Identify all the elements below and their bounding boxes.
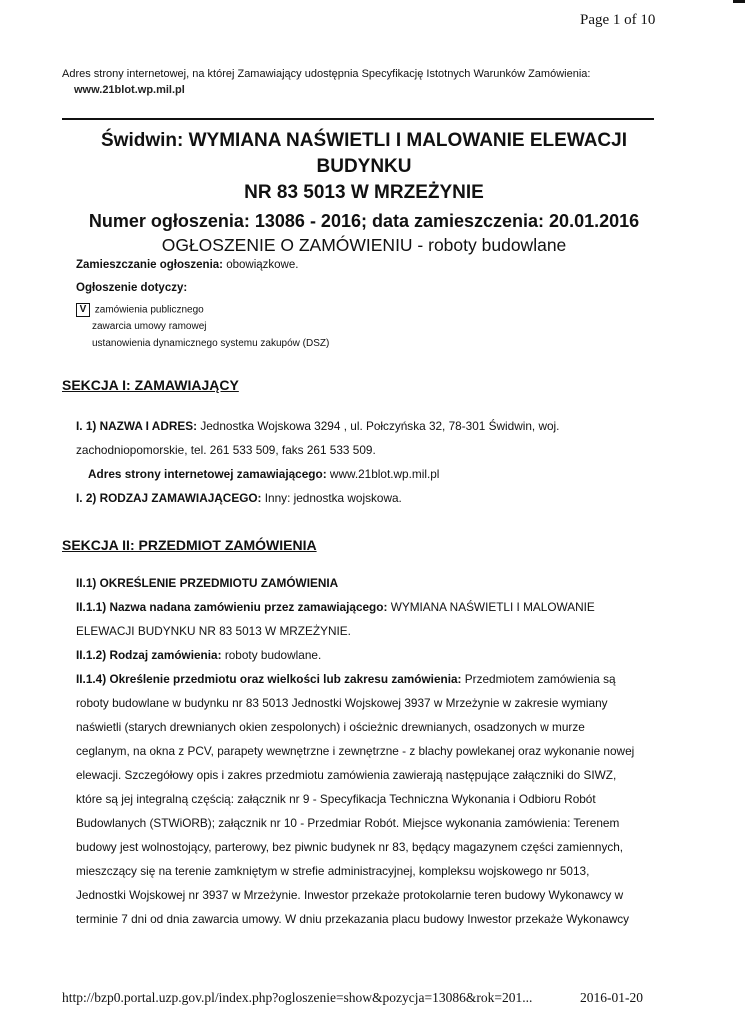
notice-title-block (62, 128, 666, 256)
ii14-line-8: mieszczący się na terenie zamkniętym w strefie administracyjnej, kompleksu wojskowego nr 5013, (76, 864, 590, 878)
siwz-url-note (62, 66, 590, 98)
i2-label: I. 2) RODZAJ ZAMAWIAJĄCEGO: (76, 491, 262, 505)
www-row (88, 462, 676, 486)
option-public-contract[interactable] (76, 303, 204, 317)
ii11-label: II.1.1) Nazwa nadana zamówieniu przez zamawiającego: (76, 600, 388, 614)
ii14-line-4: elewacji. Szczegółowy opis i zakres przedmiotu zamówienia zawierają następujące załączniki do SIWZ, (76, 768, 617, 782)
page-indicator: Page 1 of 10 (580, 12, 656, 28)
title-divider (62, 118, 654, 120)
ii14-line-0 (76, 667, 676, 691)
www-value[interactable]: www.21blot.wp.mil.pl (329, 467, 440, 481)
ii11-value-a: WYMIANA NAŚWIETLI I MALOWANIE (390, 600, 595, 614)
placement-label: Zamieszczanie ogłoszenia: (76, 259, 223, 271)
checkbox-checked-icon[interactable]: V (76, 303, 90, 317)
ii14-line-9: Jednostki Wojskowej nr 3937 w Mrzeżynie. Inwestor przekaże protokolarnie teren budowy Wykonawcy w (76, 888, 624, 902)
i2-row (76, 486, 676, 510)
ii14-label: II.1.4) Określenie przedmiotu oraz wielkości lub zakresu zamówienia: (76, 672, 462, 686)
placement-value: obowiązkowe. (226, 259, 299, 271)
ii14-line-5: które są jej integralną częścią: załącznik nr 9 - Specyfikacja Techniczna Wykonania i Odbioru Robót (76, 792, 596, 806)
footer-url[interactable]: http://bzp0.portal.uzp.gov.pl/index.php?ogloszenie=show&pozycja=13086&rok=201... (62, 990, 533, 1005)
ii11-value-b: ELEWACJI BUDYNKU NR 83 5013 W MRZEŻYNIE. (76, 624, 351, 638)
ii14-line-3: ceglanym, na okna z PCV, parapety wewnętrzne i zewnętrzne - z blachy powlekanej oraz wykonanie nowej (76, 744, 635, 758)
notice-number-line: Numer ogłoszenia: 13086 - 2016; data zamieszczenia: 20.01.2016 (88, 211, 640, 231)
i1-line-a (76, 414, 676, 438)
notice-title-line2: NR 83 5013 W MRZEŻYNIE (244, 182, 484, 203)
i1-label: I. 1) NAZWA I ADRES: (76, 419, 198, 433)
i1-value-a: Jednostka Wojskowa 3294 , ul. Połczyńska 32, 78-301 Świdwin, woj. (200, 419, 560, 433)
i1-value-b: zachodniopomorskie, tel. 261 533 509, faks 261 533 509. (76, 443, 376, 457)
notice-type-line: OGŁOSZENIE O ZAMÓWIENIU - roboty budowlane (161, 235, 567, 255)
placement-row (76, 259, 298, 271)
ii14-line-10: terminie 7 dni od dnia zawarcia umowy. W dniu przekazania placu budowy Inwestor przekaże Wykonawcy (76, 912, 630, 926)
option-framework-agreement: zawarcia umowy ramowej (92, 321, 207, 332)
ii14-line-6: Budowlanych (STWiORB); załącznik nr 10 - Przedmiar Robót. Miejsce wykonania zamówienia: Terenem (76, 816, 620, 830)
concerns-label: Ogłoszenie dotyczy: (76, 282, 188, 294)
scan-corner-mark (733, 0, 745, 3)
i2-value: Inny: jednostka wojskowa. (264, 491, 402, 505)
section1-heading: SEKCJA I: ZAMAWIAJĄCY (62, 377, 239, 393)
ii1-heading: II.1) OKREŚLENIE PRZEDMIOTU ZAMÓWIENIA (76, 576, 339, 590)
option-label: zamówienia publicznego (94, 304, 204, 316)
notice-title-line1: Świdwin: WYMIANA NAŚWIETLI I MALOWANIE ELEWACJI BUDYNKU (101, 130, 627, 177)
ii12-label: II.1.2) Rodzaj zamówienia: (76, 648, 222, 662)
section2-body (76, 571, 676, 931)
option-dynamic-purchasing: ustanowienia dynamicznego systemu zakupów (DSZ) (92, 338, 330, 349)
ii14-text-0: Przedmiotem zamówienia są (464, 672, 616, 686)
ii14-line-2: naświetli (starych drewnianych okien zespolonych) i ościeżnic drewnianych, osadzonych w murze (76, 720, 585, 734)
section1-body (76, 414, 676, 510)
ii14-line-1: roboty budowlane w budynku nr 83 5013 Jednostki Wojskowej 3937 w Mrzeżynie w zakresie wymiany (76, 696, 608, 710)
section2-heading: SEKCJA II: PRZEDMIOT ZAMÓWIENIA (62, 537, 317, 553)
footer-date: 2016-01-20 (580, 990, 643, 1005)
siwz-url-intro: Adres strony internetowej, na której Zamawiający udostępnia Specyfikację Istotnych Warunków Zamówienia: (62, 68, 591, 80)
ii11-line-a (76, 595, 676, 619)
ii14-line-7: budowy jest wolnostojący, parterowy, bez piwnic budynek nr 83, będący magazynem części zamiennych, (76, 840, 624, 854)
ii12-value: roboty budowlane. (224, 648, 322, 662)
ii12-row (76, 643, 676, 667)
www-label: Adres strony internetowej zamawiającego: (88, 467, 327, 481)
siwz-url-link[interactable]: www.21blot.wp.mil.pl (74, 84, 185, 96)
